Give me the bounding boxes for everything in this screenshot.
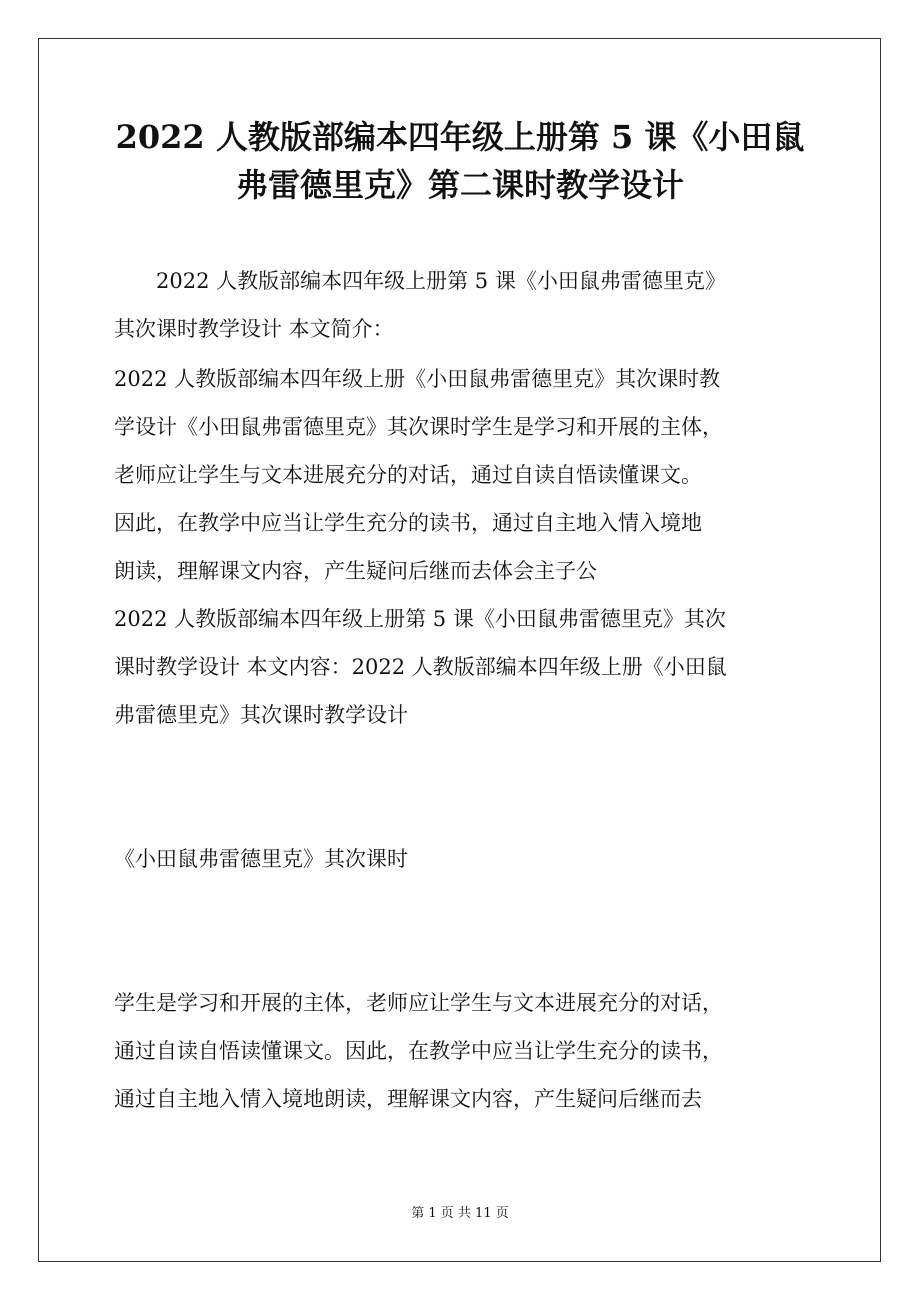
document-title-line-1: 2022 人教版部编本四年级上册第 5 课《小田鼠 bbox=[115, 118, 805, 156]
summary-line-4: 因此，在教学中应当让学生充分的读书，通过自主地入情入境地 bbox=[114, 511, 702, 535]
summary-line-2: 学设计《小田鼠弗雷德里克》其次课时学生是学习和开展的主体， bbox=[114, 415, 723, 439]
document-title-line-2: 弗雷德里克》第二课时教学设计 bbox=[235, 166, 684, 204]
summary-line-1: 2022 人教版部编本四年级上册《小田鼠弗雷德里克》其次课时教 bbox=[114, 367, 721, 391]
content-line-3: 弗雷德里克》其次课时教学设计 bbox=[114, 703, 408, 727]
paragraph-line-3: 通过自主地入情入境地朗读，理解课文内容，产生疑问后继而去 bbox=[114, 1087, 702, 1111]
paragraph-line-2: 通过自读自悟读懂课文。因此，在教学中应当让学生充分的读书， bbox=[114, 1039, 723, 1063]
page-border bbox=[38, 38, 881, 1262]
page-number-footer: 第 1 页 共 11 页 bbox=[411, 1206, 509, 1221]
intro-line-2: 其次课时教学设计 本文简介： bbox=[114, 317, 394, 341]
summary-line-3: 老师应让学生与文本进展充分的对话，通过自读自悟读懂课文。 bbox=[114, 463, 702, 487]
intro-line-1: 2022 人教版部编本四年级上册第 5 课《小田鼠弗雷德里克》 bbox=[156, 269, 726, 293]
content-line-1: 2022 人教版部编本四年级上册第 5 课《小田鼠弗雷德里克》其次 bbox=[114, 607, 726, 631]
paragraph-line-1: 学生是学习和开展的主体，老师应让学生与文本进展充分的对话， bbox=[114, 991, 723, 1015]
section-heading: 《小田鼠弗雷德里克》其次课时 bbox=[114, 847, 408, 871]
summary-line-5: 朗读，理解课文内容，产生疑问后继而去体会主子公 bbox=[114, 559, 597, 583]
content-line-2: 课时教学设计 本文内容：2022 人教版部编本四年级上册《小田鼠 bbox=[114, 655, 727, 679]
